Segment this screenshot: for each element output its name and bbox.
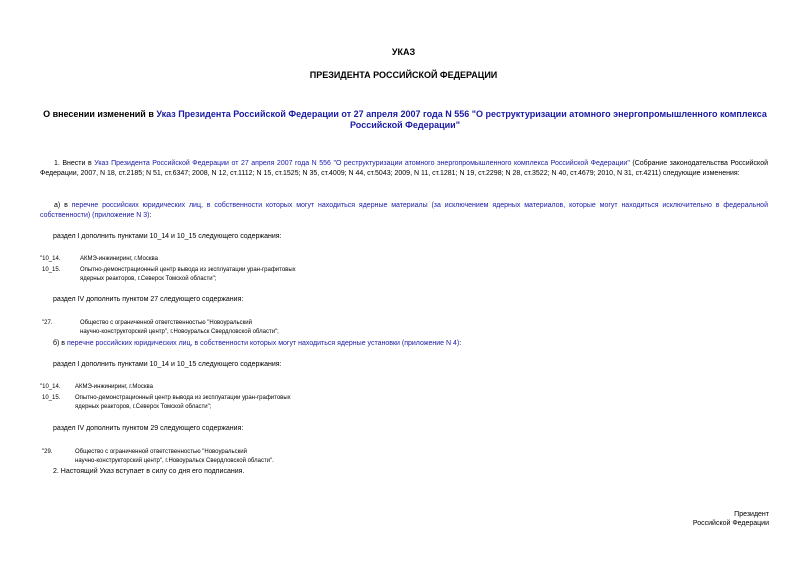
entry-b-10-15-number: 10_15. xyxy=(42,395,61,401)
entry-a-27-text: Общество с ограниченной ответственностью "Новоуральский xyxy=(80,320,253,326)
subject-prefix: О внесении изменений в xyxy=(43,109,157,119)
entry-b-29-text: Общество с ограниченной ответственностью "Новоуральский xyxy=(75,449,248,455)
entry-b-29-text-cont: научно-конструкторский центр", г.Новоуральск Свердловской области". xyxy=(75,458,274,464)
pa-suffix: : xyxy=(149,212,152,219)
paragraph-1 xyxy=(40,159,768,179)
entry-b-10-14-number: "10_14. xyxy=(40,384,61,390)
p1-suffix: (Собрание законодательства Российской Федерации, 2007, N 18, ст.2185; N 51, ст.6347; 2008, N 12, ст.1112; N 15, ст.1525; N 35, ст.4009; N 44, ст.5043; 2009, N 11, ст.1281; N 19, ст.2298; N 28, ст.3522; N 40, ст.4679; 2010, N 31, ст.4211) следующие изменения: xyxy=(40,160,769,177)
entry-b-10-15-text-cont: ядерных реакторов, г.Северск Томской области"; xyxy=(75,404,212,410)
signature-org: Российской Федерации xyxy=(692,520,769,527)
pa-link[interactable]: перечне российских юридических лиц, в собственности которых могут находиться ядерные материалы (за исключением ядерных материалов, которые могут находиться исключительно в федеральной собственности) (приложение N 3) xyxy=(40,202,768,219)
section-a-1-heading: раздел I дополнить пунктами 10_14 и 10_15 следующего содержания: xyxy=(53,233,282,240)
doc-subtitle: ПРЕЗИДЕНТА РОССИЙСКОЙ ФЕДЕРАЦИИ xyxy=(309,70,498,80)
entry-b-10-15-text: Опытно-демонстрационный центр вывода из эксплуатации уран-графитовых xyxy=(75,395,291,401)
entry-a-10-15-text: Опытно-демонстрационный центр вывода из эксплуатации уран-графитовых xyxy=(80,267,296,273)
pb-suffix: : xyxy=(459,340,462,347)
entry-a-10-15-text-cont: ядерных реакторов, г.Северск Томской области"; xyxy=(80,276,217,282)
entry-b-29-number: "29. xyxy=(42,449,53,455)
p1-link[interactable]: Указ Президента Российской Федерации от 27 апреля 2007 года N 556 "О реструктуризации атомного энергопромышленного комплекса Российской Федерации" xyxy=(94,160,630,167)
entry-a-10-14-number: "10_14. xyxy=(40,256,61,262)
p1-prefix: 1. Внести в xyxy=(54,160,95,167)
signature-title: Президент xyxy=(734,511,769,518)
doc-title: УКАЗ xyxy=(391,47,416,57)
paragraph-a xyxy=(40,201,768,221)
section-b-4-heading: раздел IV дополнить пунктом 29 следующего содержания: xyxy=(53,425,244,432)
paragraph-2: 2. Настоящий Указ вступает в силу со дня его подписания. xyxy=(53,468,245,475)
entry-a-27-text-cont: научно-конструкторский центр", г.Новоуральск Свердловской области"; xyxy=(80,329,279,335)
pb-prefix: б) в xyxy=(53,340,67,347)
entry-a-10-14-text: АКМЭ-инжиниринг, г.Москва xyxy=(80,256,158,262)
entry-b-10-14-text: АКМЭ-инжиниринг, г.Москва xyxy=(75,384,153,390)
section-a-4-heading: раздел IV дополнить пунктом 27 следующего содержания: xyxy=(53,296,244,303)
section-b-1-heading: раздел I дополнить пунктами 10_14 и 10_15 следующего содержания: xyxy=(53,361,282,368)
pb-link[interactable]: перечне российских юридических лиц, в собственности которых могут находиться ядерные установки (приложение N 4) xyxy=(66,340,460,347)
doc-subject xyxy=(40,109,770,131)
pa-prefix: а) в xyxy=(54,202,72,209)
paragraph-b xyxy=(53,339,461,349)
entry-a-27-number: "27. xyxy=(42,320,53,326)
subject-link[interactable]: Указ Президента Российской Федерации от 27 апреля 2007 года N 556 "О реструктуризации атомного энергопромышленного комплекса Российской Федерации" xyxy=(156,109,767,130)
entry-a-10-15-number: 10_15. xyxy=(42,267,61,273)
